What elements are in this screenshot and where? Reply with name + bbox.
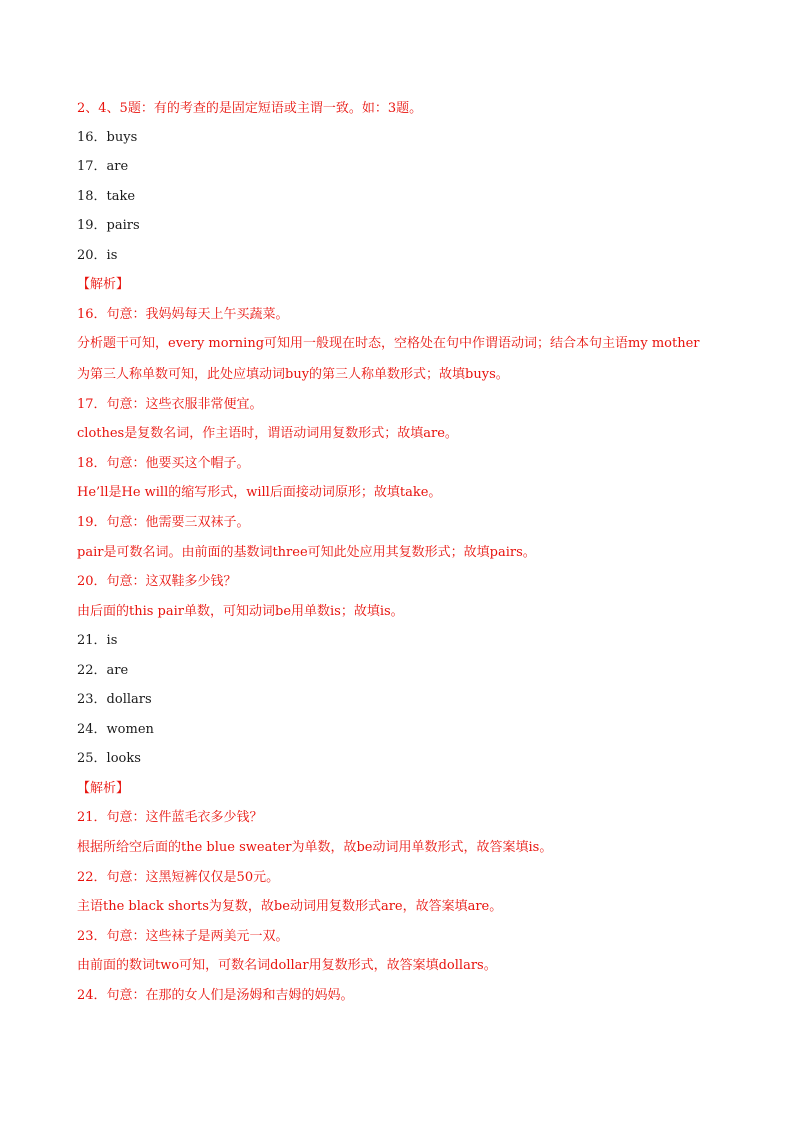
explanation-23-meaning: 23．句意：这些袜子是两美元一双。 xyxy=(77,929,289,944)
answer-22: 22．are xyxy=(77,663,129,678)
explanation-16-line2: 为第三人称单数可知，此处应填动词buy的第三人称单数形式；故填buys。 xyxy=(77,367,509,382)
explanation-20: 由后面的this pair单数，可知动词be用单数is；故填is。 xyxy=(77,604,404,619)
explanation-22: 主语the black shorts为复数，故be动词用复数形式are，故答案填are。 xyxy=(77,899,503,914)
explanation-20-meaning: 20．句意：这双鞋多少钱？ xyxy=(77,574,237,589)
answer-16: 16．buys xyxy=(77,130,138,145)
answer-18: 18．take xyxy=(77,189,136,204)
explanation-24-meaning: 24．句意：在那的女人们是汤姆和吉姆的妈妈。 xyxy=(77,988,354,1003)
explanation-22-meaning: 22．句意：这黑短裤仅仅是50元。 xyxy=(77,870,280,885)
answer-21: 21．is xyxy=(77,633,118,648)
explanation-18: He’ll是He will的缩写形式，will后面接动词原形；故填take。 xyxy=(77,485,442,500)
analysis-heading-2: 【解析】 xyxy=(77,781,130,796)
explanation-21-meaning: 21．句意：这件蓝毛衣多少钱？ xyxy=(77,810,263,825)
explanation-16-line1: 分析题干可知，every morning可知用一般现在时态，空格处在句中作谓语动词；结合本句主语my mother xyxy=(77,336,700,351)
explanation-18-meaning: 18．句意：他要买这个帽子。 xyxy=(77,456,250,471)
explanation-19-meaning: 19．句意：他需要三双袜子。 xyxy=(77,515,250,530)
analysis-heading: 【解析】 xyxy=(77,277,130,292)
explanation-17-meaning: 17．句意：这些衣服非常便宜。 xyxy=(77,397,263,412)
answer-note: 2、4、5题：有的考查的是固定短语或主谓一致。如：3题。 xyxy=(77,101,423,116)
explanation-16-meaning: 16．句意：我妈妈每天上午买蔬菜。 xyxy=(77,307,289,322)
answer-24: 24．women xyxy=(77,722,154,737)
explanation-23: 由前面的数词two可知，可数名词dollar用复数形式，故答案填dollars。 xyxy=(77,958,497,973)
explanation-21: 根据所给空后面的the blue sweater为单数，故be动词用单数形式，故答案填is。 xyxy=(77,840,553,855)
answer-20: 20．is xyxy=(77,248,118,263)
answer-19: 19．pairs xyxy=(77,218,140,233)
answer-25: 25．looks xyxy=(77,751,141,766)
explanation-19: pair是可数名词。由前面的基数词three可知此处应用其复数形式；故填pairs。 xyxy=(77,545,536,560)
answer-23: 23．dollars xyxy=(77,692,152,707)
explanation-17: clothes是复数名词，作主语时，谓语动词用复数形式；故填are。 xyxy=(77,426,458,441)
answer-17: 17．are xyxy=(77,159,129,174)
